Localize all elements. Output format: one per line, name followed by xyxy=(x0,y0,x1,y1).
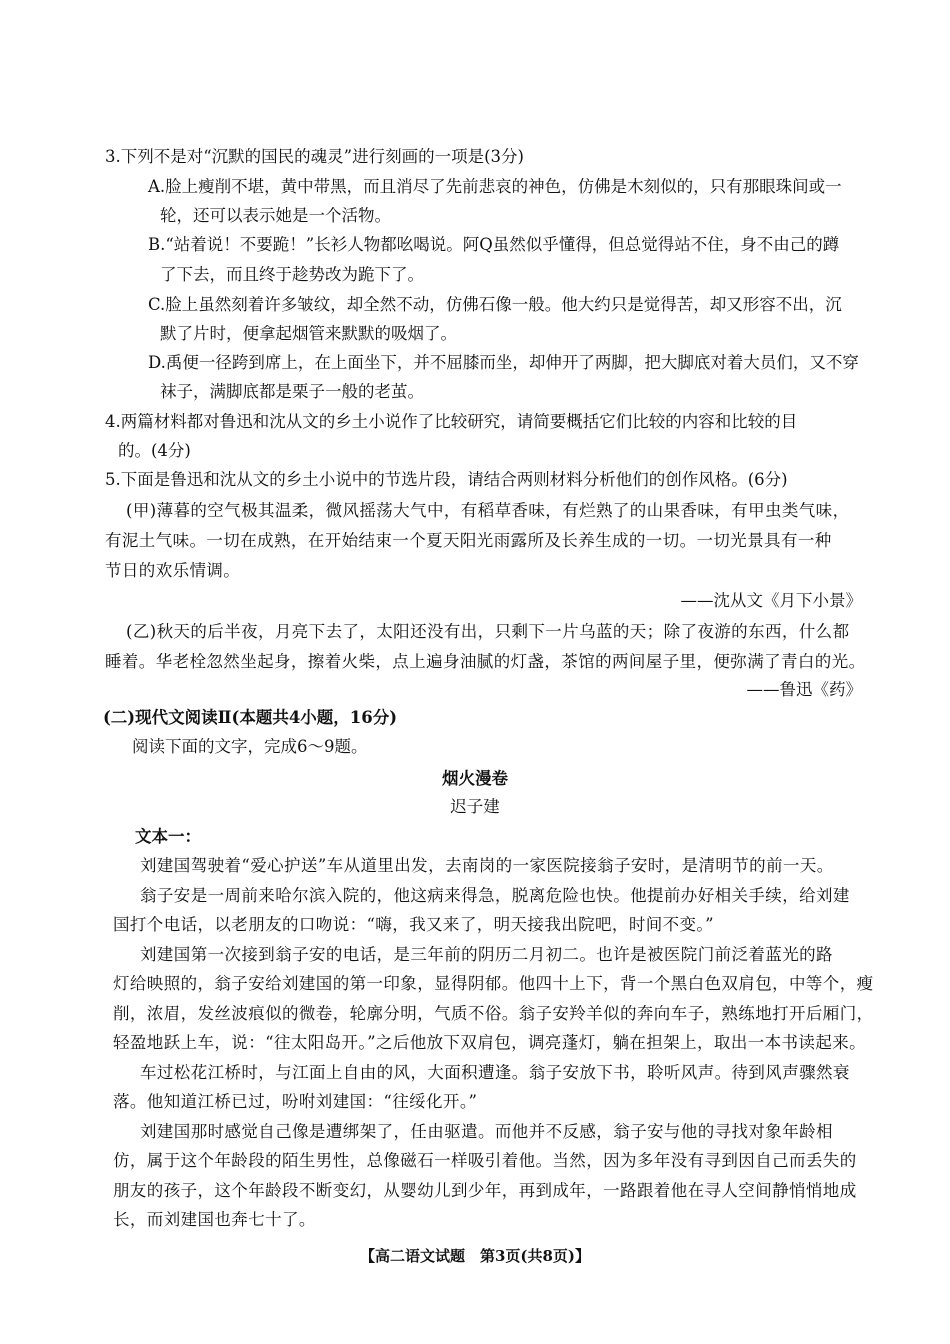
body-p3-line3: 削，浓眉，发丝波痕似的微卷，轮廓分明，气质不俗。翁子安羚羊似的奔向车子，熟练地打开后厢门， xyxy=(113,1004,874,1023)
q3-option-b-line2: 了下去，而且终于趁势改为跪下了。 xyxy=(160,265,424,284)
section2-heading: (二)现代文阅读Ⅱ(本题共4小题，16分) xyxy=(103,708,398,727)
q3-option-d-line1: D.禹便一径跨到席上，在上面坐下，并不屈膝而坐，却伸开了两脚，把大脚底对着大员们，又不穿 xyxy=(148,353,859,372)
q5-stem: 5.下面是鲁迅和沈从文的乡土小说中的节选片段，请结合两则材料分析他们的创作风格。(6分) xyxy=(105,470,788,489)
q5-excerpt-yi-line2: 睡着。华老栓忽然坐起身，擦着火柴，点上遍身油腻的灯盏，茶馆的两间屋子里，便弥满了青白的光。 xyxy=(105,652,866,671)
q3-option-c-line2: 默了片时，便拿起烟管来默默的吸烟了。 xyxy=(160,324,457,343)
body-p5-line4: 长，而刘建国也奔七十了。 xyxy=(113,1210,316,1229)
body-p3-line1: 刘建国第一次接到翁子安的电话，是三年前的阴历二月初二。也许是被医院门前泛着蓝光的路 xyxy=(140,945,833,964)
q5-yi-source: ——鲁迅《药》 xyxy=(746,680,862,699)
body-p3-line2: 灯给映照的，翁子安给刘建国的第一印象，显得阴郁。他四十上下，背一个黑白色双肩包，中等个，瘦 xyxy=(113,974,874,993)
text-one-label: 文本一： xyxy=(135,827,201,846)
q3-stem: 3.下列不是对“沉默的国民的魂灵”进行刻画的一项是(3分) xyxy=(105,147,524,166)
q4-stem-line1: 4.两篇材料都对鲁迅和沈从文的乡土小说作了比较研究，请简要概括它们比较的内容和比较的目 xyxy=(105,412,798,431)
q5-jia-source: ——沈从文《月下小景》 xyxy=(680,591,862,610)
body-p2-line2: 国打个电话，以老朋友的口吻说：“嗨，我又来了，明天接我出院吧，时间不变。” xyxy=(113,915,714,934)
article-title: 烟火漫卷 xyxy=(442,769,508,788)
body-p1-line1: 刘建国驾驶着“爱心护送”车从道里出发，去南岗的一家医院接翁子安时，是清明节的前一天。 xyxy=(140,856,834,875)
q3-option-b-line1: B.“站着说！不要跪！”长衫人物都吆喝说。阿Q虽然似乎懂得，但总觉得站不住，身不由己的蹲 xyxy=(148,235,840,254)
q3-option-c-line1: C.脸上虽然刻着许多皱纹，却全然不动，仿佛石像一般。他大约只是觉得苦，却又形容不出，沉 xyxy=(148,295,842,314)
q5-excerpt-jia-line2: 有泥土气味。一切在成熟，在开始结束一个夏天阳光雨露所及长养生成的一切。一切光景具有一种 xyxy=(105,531,832,550)
body-p4-line2: 落。他知道江桥已过，吩咐刘建国：“往绥化开。” xyxy=(113,1092,478,1111)
q5-excerpt-jia-line1: (甲)薄暮的空气极其温柔，微风摇荡大气中，有稻草香味，有烂熟了的山果香味，有甲虫类气味， xyxy=(126,501,850,520)
article-author: 迟子建 xyxy=(450,797,500,816)
body-p5-line1: 刘建国那时感觉自己像是遭绑架了，任由驱遣。而他并不反感，翁子安与他的寻找对象年龄相 xyxy=(140,1122,833,1141)
q4-stem-line2: 的。(4分) xyxy=(118,441,191,460)
page-footer: 【高二语文试题 第3页(共8页)】 xyxy=(359,1247,591,1265)
q3-option-a-line2: 轮，还可以表示她是一个活物。 xyxy=(160,206,391,225)
q3-option-a-line1: A.脸上瘦削不堪，黄中带黑，而且消尽了先前悲哀的神色，仿佛是木刻似的，只有那眼珠间或一 xyxy=(148,177,842,196)
q5-excerpt-jia-line3: 节日的欢乐情调。 xyxy=(105,561,241,580)
body-p4-line1: 车过松花江桥时，与江面上自由的风，大面积遭逢。翁子安放下书，聆听风声。待到风声骤然衰 xyxy=(140,1063,850,1082)
q3-option-d-line2: 袜子，满脚底都是栗子一般的老茧。 xyxy=(160,382,424,401)
body-p3-line4: 轻盈地跃上车，说：“往太阳岛开。”之后他放下双肩包，调亮蓬灯，躺在担架上，取出一本书读起来。 xyxy=(113,1033,867,1052)
body-p5-line3: 朋友的孩子，这个年龄段不断变幻，从婴幼儿到少年，再到成年，一路跟着他在寻人空间静悄悄地成 xyxy=(113,1181,857,1200)
body-p2-line1: 翁子安是一周前来哈尔滨入院的，他这病来得急，脱离危险也快。他提前办好相关手续，给刘建 xyxy=(140,886,850,905)
body-p5-line2: 仿，属于这个年龄段的陌生男性，总像磁石一样吸引着他。当然，因为多年没有寻到因自己而丢失的 xyxy=(113,1151,857,1170)
section2-instruction: 阅读下面的文字，完成6～9题。 xyxy=(132,737,368,756)
q5-excerpt-yi-line1: (乙)秋天的后半夜，月亮下去了，太阳还没有出，只剩下一片乌蓝的天；除了夜游的东西，什么都 xyxy=(126,622,850,641)
